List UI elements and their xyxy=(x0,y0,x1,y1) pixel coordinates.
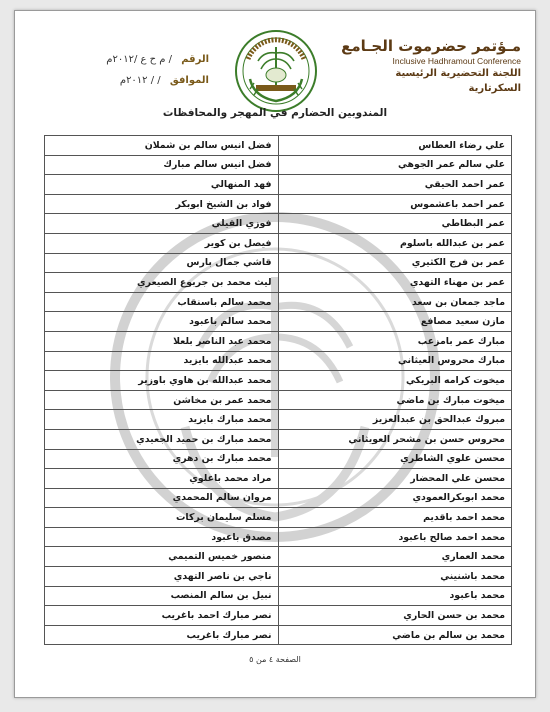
delegate-name-left-column: محمد مبارك بايزيد xyxy=(45,410,279,430)
table-row xyxy=(45,449,512,469)
table-row xyxy=(45,155,512,175)
delegate-name-right-column: عمر احمد الحيقي xyxy=(278,175,512,195)
delegate-name-left-column: محمد مبارك بن دهري xyxy=(45,449,279,469)
delegate-name-right-column: محسن علوي الشاطري xyxy=(278,449,512,469)
table-row xyxy=(45,390,512,410)
page-number: الصفحة ٤ من ٥ xyxy=(249,655,301,664)
reference-number-row xyxy=(59,49,209,70)
document-title: المندوبين الحضارم في المهجر والمحافظات xyxy=(162,107,388,119)
delegate-name-right-column: مبارك محروس العيثاني xyxy=(278,351,512,371)
table-row xyxy=(45,331,512,351)
delegate-name-left-column: منصور خميس التميمي xyxy=(45,547,279,567)
table-row xyxy=(45,194,512,214)
delegate-name-left-column: محمد مبارك بن حميد الجعيدي xyxy=(45,429,279,449)
delegate-name-right-column: مازن سعيد مصافع xyxy=(278,312,512,332)
delegate-name-right-column: محمد باعبود xyxy=(278,586,512,606)
delegate-name-right-column: مبروك عبدالحق بن عبدالعزيز xyxy=(278,410,512,430)
delegate-name-right-column: محمد ابوبكرالعمودي xyxy=(278,488,512,508)
date-label: الموافق xyxy=(169,75,209,86)
date-value: / / ٢٠١٢م xyxy=(119,75,161,86)
delegate-name-left-column: مروان سالم المحمدي xyxy=(45,488,279,508)
reference-date-row xyxy=(59,70,209,91)
table-row xyxy=(45,292,512,312)
table-row xyxy=(45,410,512,430)
conference-logo-icon xyxy=(234,29,318,113)
delegate-name-left-column: فوزي القيلي xyxy=(45,214,279,234)
delegate-name-left-column: فضل انيس سالم بن شملان xyxy=(45,136,279,156)
delegate-name-right-column: ميخوت كرامه البريكي xyxy=(278,371,512,391)
document-page xyxy=(14,10,536,698)
delegate-name-right-column: علي رضاء العطاس xyxy=(278,136,512,156)
delegate-name-right-column: مبارك عمر بامزعب xyxy=(278,331,512,351)
table-row xyxy=(45,469,512,489)
organization-name-arabic: مـؤتمر حضرموت الجـامع xyxy=(341,37,521,55)
delegate-name-right-column: عمر البطاطي xyxy=(278,214,512,234)
committee-name: اللجنة التحضيرية الرئيسية xyxy=(395,68,521,79)
delegate-name-left-column: قاشي جمال بارس xyxy=(45,253,279,273)
delegate-name-right-column: عمر بن فرج الكثيري xyxy=(278,253,512,273)
delegate-name-right-column: علي سالم عمر الجوهي xyxy=(278,155,512,175)
table-row xyxy=(45,273,512,293)
delegate-name-left-column: فضل انيس سالم مبارك xyxy=(45,155,279,175)
delegate-name-right-column: محروس حسن بن مشحر العويثاني xyxy=(278,429,512,449)
delegate-name-left-column: محمد عبدالله بايزيد xyxy=(45,351,279,371)
delegate-name-left-column: محمد سالم باسنقاب xyxy=(45,292,279,312)
table-row xyxy=(45,233,512,253)
delegate-name-left-column: ليث محمد بن جربوع الصيعري xyxy=(45,273,279,293)
delegate-name-left-column: فواد بن الشيخ ابوبكر xyxy=(45,194,279,214)
delegate-name-right-column: عمر احمد باعشموس xyxy=(278,194,512,214)
delegate-name-right-column: ميخوت مبارك بن ماضي xyxy=(278,390,512,410)
delegate-name-left-column: محمد عبدالله بن هاوي باوزير xyxy=(45,371,279,391)
delegate-name-right-column: محمد احمد باقديم xyxy=(278,508,512,528)
table-row xyxy=(45,527,512,547)
table-row xyxy=(45,175,512,195)
delegate-name-right-column: محمد بن سالم بن ماضي xyxy=(278,625,512,645)
table-row xyxy=(45,429,512,449)
delegate-name-left-column: مصدق باعبود xyxy=(45,527,279,547)
delegate-name-right-column: محمد احمد صالح باعبود xyxy=(278,527,512,547)
delegate-name-left-column: فهد المنهالي xyxy=(45,175,279,195)
table-row xyxy=(45,214,512,234)
delegate-name-left-column: نبيل بن سالم المنصب xyxy=(45,586,279,606)
delegate-name-right-column: ماجد جمعان بن سعد xyxy=(278,292,512,312)
delegate-name-left-column: فيصل بن كوير xyxy=(45,233,279,253)
delegate-name-left-column: ناجي بن ناصر التهدي xyxy=(45,567,279,587)
delegate-name-right-column: عمر بن مهناء التهدي xyxy=(278,273,512,293)
reference-label: الرقم xyxy=(181,54,209,65)
delegate-name-right-column: محسن علي المحضار xyxy=(278,469,512,489)
table-row xyxy=(45,371,512,391)
delegate-name-right-column: عمر بن عبدالله باسلوم xyxy=(278,233,512,253)
reference-block xyxy=(59,49,209,91)
delegate-name-right-column: محمد باشنيني xyxy=(278,567,512,587)
delegate-name-left-column: مسلم سليمان بركات xyxy=(45,508,279,528)
table-row xyxy=(45,351,512,371)
table-row xyxy=(45,312,512,332)
delegate-name-left-column: نصر مبارك احمد باغريب xyxy=(45,606,279,626)
delegates-table xyxy=(44,135,512,645)
delegate-name-left-column: محمد سالم باعبود xyxy=(45,312,279,332)
organization-name-english: Inclusive Hadhramout Conference xyxy=(392,56,521,66)
organization-header xyxy=(331,37,521,96)
table-row xyxy=(45,488,512,508)
delegate-name-left-column: مراد محمد باعلوي xyxy=(45,469,279,489)
table-row xyxy=(45,586,512,606)
delegate-name-left-column: نصر مبارك باغريب xyxy=(45,625,279,645)
delegate-name-right-column: محمد بن حسن الحاري xyxy=(278,606,512,626)
department-name: السكرتارية xyxy=(468,83,521,94)
table-row xyxy=(45,508,512,528)
delegate-name-left-column: محمد عبد الناصر بلعلا xyxy=(45,331,279,351)
delegate-name-left-column: محمد عمر بن مخاشن xyxy=(45,390,279,410)
table-row xyxy=(45,606,512,626)
table-row xyxy=(45,567,512,587)
delegate-name-right-column: محمد العماري xyxy=(278,547,512,567)
reference-value: / م ح ع /٢٠١٢م xyxy=(106,54,173,65)
table-row xyxy=(45,253,512,273)
table-row xyxy=(45,625,512,645)
table-row xyxy=(45,136,512,156)
table-row xyxy=(45,547,512,567)
